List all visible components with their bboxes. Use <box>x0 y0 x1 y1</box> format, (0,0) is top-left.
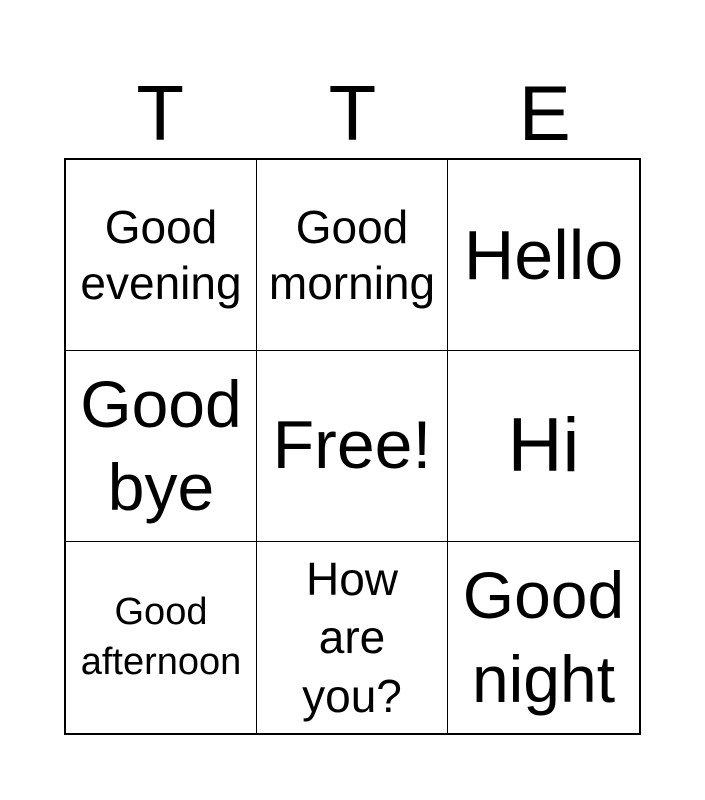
cell-label <box>76 363 245 529</box>
cell-line: Good <box>104 200 218 253</box>
header-letter-3: E <box>518 69 571 157</box>
bingo-board <box>64 158 641 735</box>
cell-line: Good <box>114 591 208 634</box>
bingo-cell-good-night[interactable] <box>448 542 639 733</box>
cell-label <box>504 400 584 491</box>
bingo-cell-good-bye[interactable] <box>66 351 257 542</box>
cell-label <box>460 213 628 297</box>
bingo-cell-free[interactable] <box>257 351 448 542</box>
cell-label <box>298 550 406 725</box>
bingo-cell-hi[interactable] <box>448 351 639 542</box>
cell-line: bye <box>107 450 215 524</box>
cell-line: Free! <box>272 407 432 484</box>
cell-line: Good <box>295 200 409 253</box>
cell-line: Hello <box>463 216 624 294</box>
cell-line: are <box>318 611 386 664</box>
bingo-cell-good-morning[interactable] <box>257 160 448 351</box>
cell-label <box>77 588 246 687</box>
cell-line: evening <box>80 257 242 309</box>
header-letter-2: T <box>328 69 377 157</box>
cell-line: afternoon <box>80 640 242 683</box>
bingo-header <box>64 68 641 158</box>
cell-line: How <box>305 552 399 605</box>
header-letter-1: T <box>136 69 184 157</box>
cell-line: Good <box>80 366 242 441</box>
cell-label <box>76 199 245 311</box>
cell-line: you? <box>302 669 402 722</box>
cell-line: morning <box>268 257 436 309</box>
bingo-cell-good-evening[interactable] <box>66 160 257 351</box>
cell-label <box>265 199 439 311</box>
bingo-cell-how-are-you[interactable] <box>257 542 448 733</box>
cell-label <box>459 554 628 720</box>
bingo-cell-hello[interactable] <box>448 160 639 351</box>
cell-line: Hi <box>507 403 580 489</box>
cell-line: Good <box>462 558 625 633</box>
cell-label <box>269 405 436 487</box>
cell-line: night <box>471 641 616 716</box>
bingo-cell-good-afternoon[interactable] <box>66 542 257 733</box>
